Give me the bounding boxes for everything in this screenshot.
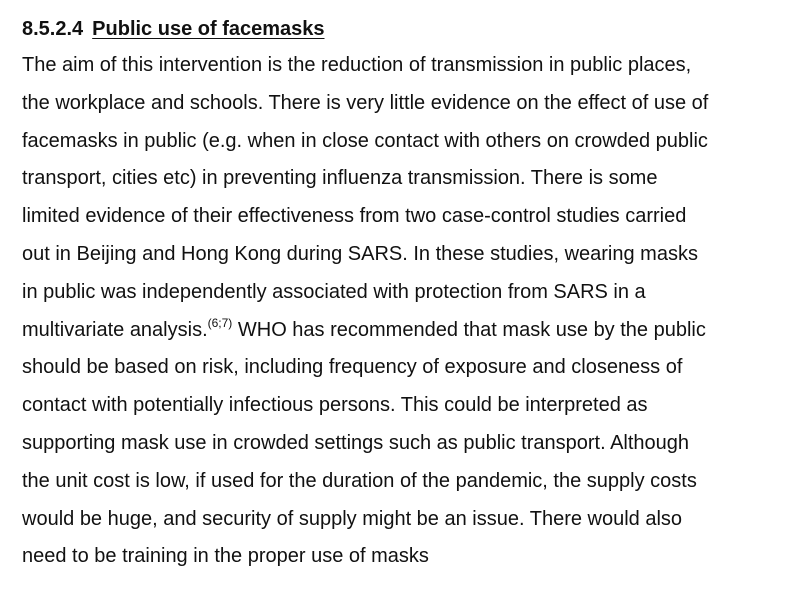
- section-title: Public use of facemasks: [92, 18, 325, 40]
- paragraph-line: the workplace and schools. There is very little evidence on the effect of use of: [22, 91, 709, 114]
- paragraph-line: in public was independently associated with protection from SARS in a: [22, 280, 646, 303]
- paragraph-line: transport, cities etc) in preventing influenza transmission. There is some: [22, 167, 658, 190]
- paragraph-line: should be based on risk, including frequency of exposure and closeness of: [22, 356, 683, 379]
- paragraph-line: supporting mask use in crowded settings such as public transport. Although: [22, 431, 690, 454]
- paragraph-line: contact with potentially infectious persons. This could be interpreted as: [22, 394, 648, 417]
- document-page: [22, 14, 792, 576]
- line-text-before-citation: multivariate analysis.: [22, 318, 208, 341]
- paragraph-line: need to be training in the proper use of masks: [22, 545, 429, 568]
- paragraph-line: the unit cost is low, if used for the duration of the pandemic, the supply costs: [22, 469, 697, 492]
- body-paragraph: [22, 47, 792, 576]
- paragraph-line: would be huge, and security of supply might be an issue. There would also: [22, 507, 683, 530]
- paragraph-line: The aim of this intervention is the reduction of transmission in public places,: [22, 54, 692, 76]
- paragraph-line: facemasks in public (e.g. when in close contact with others on crowded public: [22, 129, 708, 152]
- paragraph-line: limited evidence of their effectiveness from two case-control studies carried: [22, 205, 687, 228]
- paragraph-line-with-citation: [22, 312, 792, 350]
- section-number: 8.5.2.4: [22, 18, 84, 40]
- paragraph-line: out in Beijing and Hong Kong during SARS. In these studies, wearing masks: [22, 242, 698, 265]
- line-text-after-citation: WHO has recommended that mask use by the public: [232, 318, 706, 341]
- citation-superscript: (6;7): [207, 315, 233, 330]
- section-heading: [22, 14, 792, 44]
